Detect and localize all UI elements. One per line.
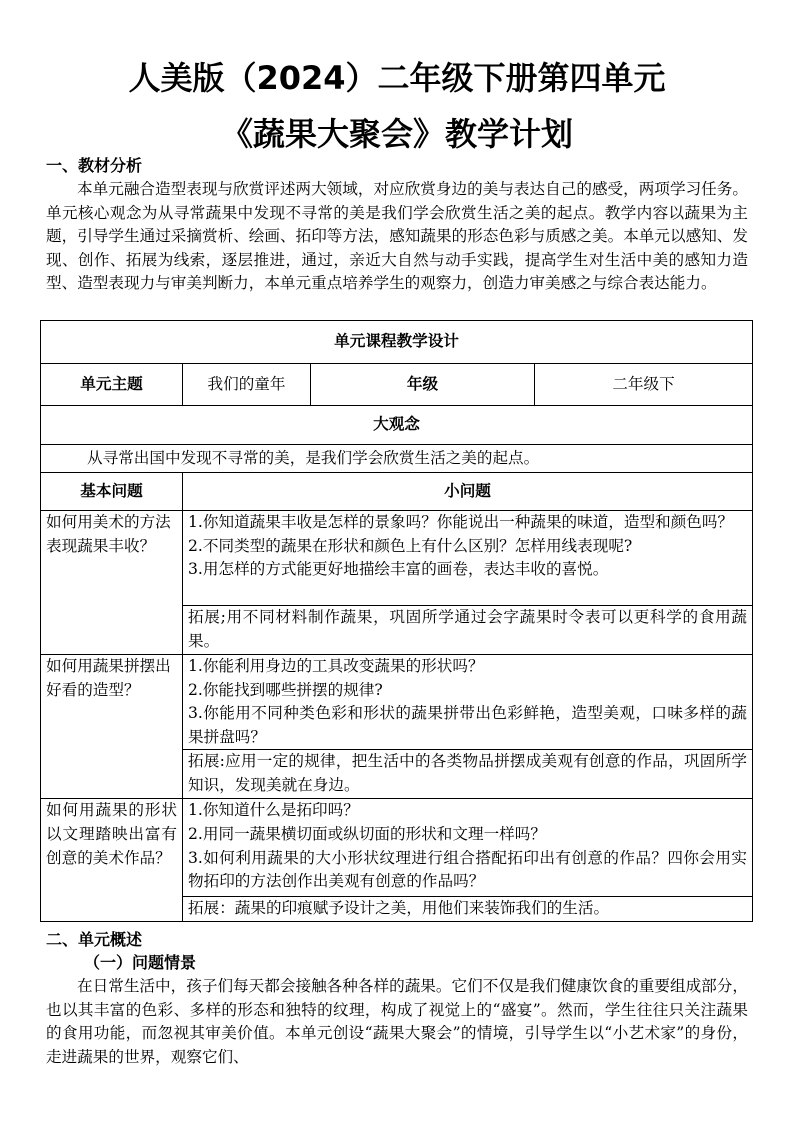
small-question-3-2: 2.用同一蔬果横切面或纵切面的形状和文理一样吗？ [188,824,546,843]
small-questions-1 [183,511,753,606]
small-question-3-3: 3.如何利用蔬果的大小形状纹理进行组合搭配拓印出有创意的作品？四你会用实物拓印的方法创作出美观有创意的作品吗？ [188,848,748,891]
small-questions-3 [183,799,753,897]
col-basic-question: 基本问题 [41,473,183,511]
small-question-2-1: 1.你能利用身边的工具改变蔬果的形状吗？ [188,657,484,675]
col-small-question: 小问题 [183,473,753,511]
grade-label: 年级 [311,364,535,406]
small-question-1-1: 1.你知道蔬果丰收是怎样的景象吗？你能说出一种蔬果的味道，造型和颜色吗？ [188,513,734,531]
section2-paragraph [46,975,748,1069]
small-question-1-3: 3.用怎样的方式能更好地描绘丰富的画卷，表达丰收的喜悦。 [188,560,609,579]
section2-heading: 二、单元概述 [46,930,143,949]
theme-value: 我们的童年 [183,364,311,406]
extension-1: 拓展;用不同材料制作蔬果，巩固所学通过会字蔬果时令表可以更科学的食用蔬果。 [183,606,753,655]
extension-2: 拓展:应用一定的规律，把生活中的各类物品拼摆成美观有创意的作品，巩固所学知识，发现美就在身边。 [183,750,753,799]
basic-question-1: 如何用美术的方法表现蔬果丰收？ [41,511,183,655]
section1-heading: 一、教材分析 [46,156,143,175]
table-header: 单元课程教学设计 [41,321,753,364]
big-idea-label: 大观念 [41,406,753,445]
extension-3: 拓展：蔬果的印痕赋予设计之美，用他们来装饰我们的生活。 [183,897,753,922]
section2-paragraph-text: 在日常生活中，孩子们每天都会接触各种各样的蔬果。它们不仅是我们健康饮食的重要组成部分，也以其丰富的色彩、多样的形态和独特的纹理，构成了视觉上的“盛宴”。然而，学生往往只关注蔬果的食用功能，而忽视其审美价值。本单元创设“蔬果大聚会”的情境，引导学生以“小艺术家”的身份，走进蔬果的世界，观察它们、 [46,977,748,1066]
basic-question-3: 如何用蔬果的形状以文理踏映出富有创意的美术作品？ [41,799,183,922]
document-title-line1: 人美版（2024）二年级下册第四单元 [128,59,666,97]
small-question-3-1: 1.你知道什么是拓印吗？ [188,801,359,820]
basic-question-2: 如何用蔬果拼摆出好看的造型？ [41,655,183,799]
small-question-2-3: 3.你能用不同种类色彩和形状的蔬果拼带出色彩鲜艳，造型美观，口味多样的蔬果拼盘吗？ [188,704,748,746]
big-idea-text: 从寻常出国中发现不寻常的美，是我们学会欣赏生活之美的起点。 [41,445,753,473]
grade-value: 二年级下 [535,364,753,406]
theme-label: 单元主题 [41,364,183,406]
small-question-2-2: 2.你能找到哪些拼摆的规律? [188,680,383,699]
small-questions-2 [183,655,753,750]
small-question-1-2: 2.不同类型的蔬果在形状和颜色上有什么区别？怎样用线表现呢? [188,536,633,555]
unit-design-table [40,320,753,922]
section1-paragraph-text: 本单元融合造型表现与欣赏评述两大领域，对应欣赏身边的美与表达自己的感受，两项学习任务。单元核心观念为从寻常蔬果中发现不寻常的美是我们学会欣赏生活之美的起点。教学内容以蔬果为主题，引导学生通过采摘赏析、绘画、拓印等方法，感知蔬果的形态色彩与质感之美。本单元以感知、发现、创作、拓展为线索，逐层推进，通过，亲近大自然与动手实践，提高学生对生活中美的感知力造型、造型表现力与审美判断力，本单元重点培养学生的观察力，创造力审美感之与综合表达能力。 [46,180,748,293]
document-title-line2: 《蔬果大聚会》教学计划 [220,115,573,153]
section1-paragraph [46,178,748,296]
subsection1-heading: （一）问题情景 [84,953,197,972]
